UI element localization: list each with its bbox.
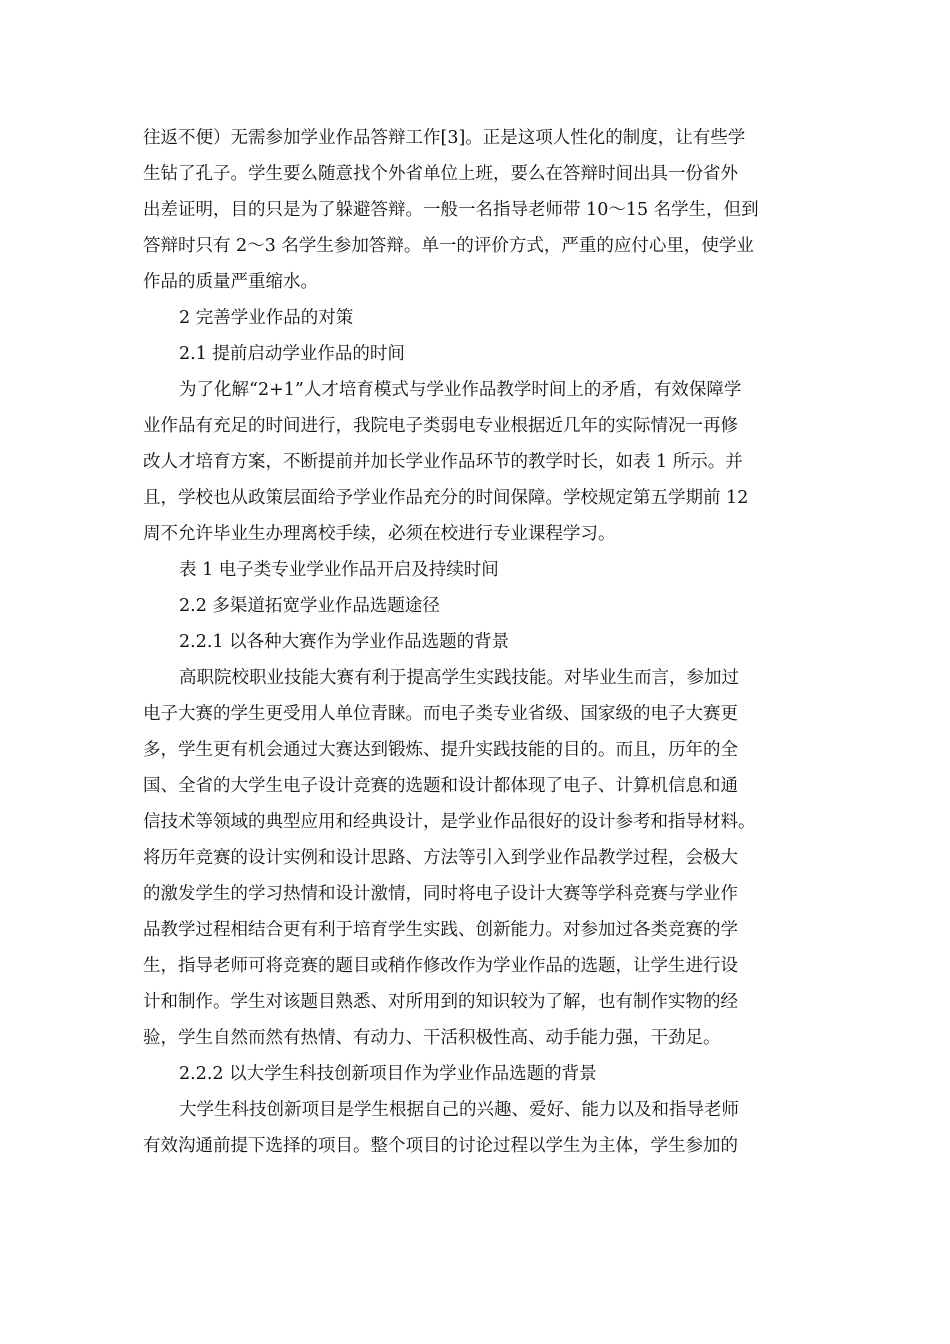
text-line: 改人才培育方案，不断提前并加长学业作品环节的教学时长，如表 1 所示。并 — [143, 452, 743, 472]
text-line: 且，学校也从政策层面给予学业作品充分的时间保障。学校规定第五学期前 12 — [143, 488, 749, 508]
heading-text: 2.2 多渠道拓宽学业作品选题途径 — [179, 596, 440, 616]
section-heading — [143, 624, 819, 660]
text-line: 验，学生自然而然有热情、有动力、干活积极性高、动手能力强，干劲足。 — [143, 1028, 721, 1048]
paragraph — [143, 1092, 819, 1164]
text-line: 周不允许毕业生办理离校手续，必须在校进行专业课程学习。 — [143, 524, 616, 544]
paragraph — [143, 120, 819, 300]
text-line: 作品的质量严重缩水。 — [143, 272, 318, 292]
text-line: 生钻了孔子。学生要么随意找个外省单位上班，要么在答辩时间出具一份省外 — [143, 164, 738, 184]
section-heading — [143, 336, 819, 372]
section-heading — [143, 300, 819, 336]
text-line: 高职院校职业技能大赛有利于提高学生实践技能。对毕业生而言，参加过 — [179, 668, 739, 688]
text-line: 大学生科技创新项目是学生根据自己的兴趣、爱好、能力以及和指导老师 — [179, 1100, 739, 1120]
document-page — [143, 120, 819, 1164]
text-line: 为了化解“2+1”人才培育模式与学业作品教学时间上的矛盾，有效保障学 — [179, 380, 742, 400]
text-line: 业作品有充足的时间进行，我院电子类弱电专业根据近几年的实际情况一再修 — [143, 416, 738, 436]
text-line: 的激发学生的学习热情和设计激情，同时将电子设计大赛等学科竞赛与学业作 — [143, 884, 738, 904]
text-line: 计和制作。学生对该题目熟悉、对所用到的知识较为了解，也有制作实物的经 — [143, 992, 738, 1012]
text-line: 国、全省的大学生电子设计竞赛的选题和设计都体现了电子、计算机信息和通 — [143, 776, 738, 796]
text-line: 出差证明，目的只是为了躲避答辩。一般一名指导老师带 10～15 名学生，但到 — [143, 200, 759, 220]
text-line: 有效沟通前提下选择的项目。整个项目的讨论过程以学生为主体，学生参加的 — [143, 1136, 738, 1156]
paragraph — [143, 372, 819, 552]
section-heading — [143, 552, 819, 588]
text-line: 品教学过程相结合更有利于培育学生实践、创新能力。对参加过各类竞赛的学 — [143, 920, 738, 940]
heading-text: 2.2.2 以大学生科技创新项目作为学业作品选题的背景 — [179, 1064, 597, 1084]
text-line: 多，学生更有机会通过大赛达到锻炼、提升实践技能的目的。而且，历年的全 — [143, 740, 738, 760]
heading-text: 表 1 电子类专业学业作品开启及持续时间 — [179, 560, 499, 580]
paragraph — [143, 660, 819, 1056]
text-line: 电子大赛的学生更受用人单位青睐。而电子类专业省级、国家级的电子大赛更 — [143, 704, 738, 724]
text-line: 生，指导老师可将竞赛的题目或稍作修改作为学业作品的选题，让学生进行设 — [143, 956, 738, 976]
document-body — [143, 120, 819, 1164]
section-heading — [143, 1056, 819, 1092]
text-line: 往返不便）无需参加学业作品答辩工作[3]。正是这项人性化的制度，让有些学 — [143, 128, 746, 148]
heading-text: 2.1 提前启动学业作品的时间 — [179, 344, 405, 364]
section-heading — [143, 588, 819, 624]
text-line: 答辩时只有 2～3 名学生参加答辩。单一的评价方式，严重的应付心里，使学业 — [143, 236, 754, 256]
text-line: 将历年竞赛的设计实例和设计思路、方法等引入到学业作品教学过程，会极大 — [143, 848, 738, 868]
text-line: 信技术等领域的典型应用和经典设计，是学业作品很好的设计参考和指导材料。 — [143, 812, 756, 832]
heading-text: 2.2.1 以各种大赛作为学业作品选题的背景 — [179, 632, 510, 652]
heading-text: 2 完善学业作品的对策 — [179, 308, 354, 328]
